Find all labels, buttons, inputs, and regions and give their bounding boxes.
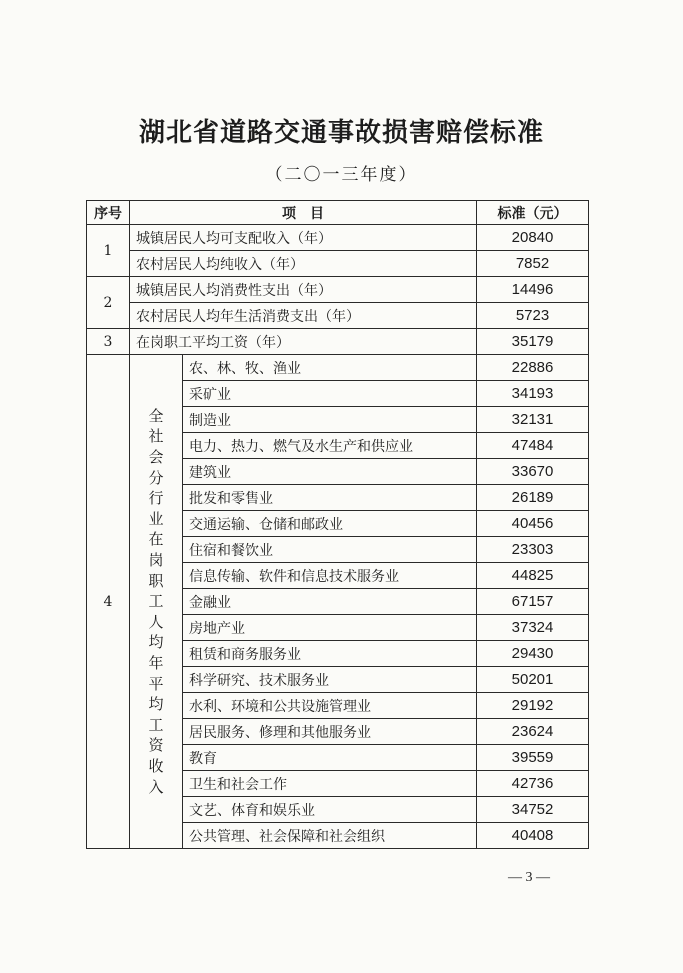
item-cell: 房地产业 <box>183 615 477 641</box>
document-title: 湖北省道路交通事故损害赔偿标准 <box>138 118 544 148</box>
seq-cell: 2 <box>87 277 130 329</box>
value-cell: 23624 <box>477 719 589 745</box>
value-cell: 26189 <box>477 485 589 511</box>
item-cell: 农、林、牧、渔业 <box>183 355 477 381</box>
value-cell: 29192 <box>477 693 589 719</box>
header-value: 标准（元） <box>477 201 589 225</box>
item-cell: 信息传输、软件和信息技术服务业 <box>183 563 477 589</box>
value-cell: 14496 <box>477 277 589 303</box>
document-subtitle: （二〇一三年度） <box>265 165 418 185</box>
item-cell: 金融业 <box>183 589 477 615</box>
value-cell: 33670 <box>477 459 589 485</box>
item-cell: 居民服务、修理和其他服务业 <box>183 719 477 745</box>
category-vertical-label: 全社会分行业在岗职工人均年平均工资收入 <box>148 406 164 796</box>
item-cell: 在岗职工平均工资（年） <box>130 329 477 355</box>
value-cell: 47484 <box>477 433 589 459</box>
value-cell: 34752 <box>477 797 589 823</box>
item-cell: 住宿和餐饮业 <box>183 537 477 563</box>
item-cell: 农村居民人均年生活消费支出（年） <box>130 303 477 329</box>
table-header-row <box>87 201 589 225</box>
value-cell: 37324 <box>477 615 589 641</box>
table-row <box>87 329 589 355</box>
item-cell: 科学研究、技术服务业 <box>183 667 477 693</box>
value-cell: 67157 <box>477 589 589 615</box>
table-row <box>87 251 589 277</box>
header-item: 项 目 <box>130 201 477 225</box>
item-cell: 建筑业 <box>183 459 477 485</box>
value-cell: 29430 <box>477 641 589 667</box>
item-cell: 教育 <box>183 745 477 771</box>
value-cell: 7852 <box>477 251 589 277</box>
category-cell <box>130 355 183 849</box>
table-row <box>87 355 589 381</box>
page-number: — 3 — <box>508 870 550 885</box>
item-cell: 批发和零售业 <box>183 485 477 511</box>
item-cell: 交通运输、仓储和邮政业 <box>183 511 477 537</box>
compensation-standards-table <box>86 200 589 849</box>
header-seq: 序号 <box>87 201 130 225</box>
item-cell: 水利、环境和公共设施管理业 <box>183 693 477 719</box>
item-cell: 城镇居民人均消费性支出（年） <box>130 277 477 303</box>
value-cell: 5723 <box>477 303 589 329</box>
value-cell: 23303 <box>477 537 589 563</box>
value-cell: 40456 <box>477 511 589 537</box>
value-cell: 20840 <box>477 225 589 251</box>
seq-cell: 3 <box>87 329 130 355</box>
seq-cell: 1 <box>87 225 130 277</box>
value-cell: 42736 <box>477 771 589 797</box>
seq-cell: 4 <box>87 355 130 849</box>
table-row <box>87 225 589 251</box>
value-cell: 32131 <box>477 407 589 433</box>
value-cell: 39559 <box>477 745 589 771</box>
value-cell: 35179 <box>477 329 589 355</box>
item-cell: 采矿业 <box>183 381 477 407</box>
value-cell: 40408 <box>477 823 589 849</box>
value-cell: 34193 <box>477 381 589 407</box>
value-cell: 44825 <box>477 563 589 589</box>
item-cell: 文艺、体育和娱乐业 <box>183 797 477 823</box>
item-cell: 制造业 <box>183 407 477 433</box>
table-row <box>87 303 589 329</box>
item-cell: 电力、热力、燃气及水生产和供应业 <box>183 433 477 459</box>
item-cell: 租赁和商务服务业 <box>183 641 477 667</box>
item-cell: 卫生和社会工作 <box>183 771 477 797</box>
value-cell: 22886 <box>477 355 589 381</box>
table-body <box>87 225 589 849</box>
value-cell: 50201 <box>477 667 589 693</box>
table-row <box>87 277 589 303</box>
item-cell: 城镇居民人均可支配收入（年） <box>130 225 477 251</box>
item-cell: 公共管理、社会保障和社会组织 <box>183 823 477 849</box>
item-cell: 农村居民人均纯收入（年） <box>130 251 477 277</box>
